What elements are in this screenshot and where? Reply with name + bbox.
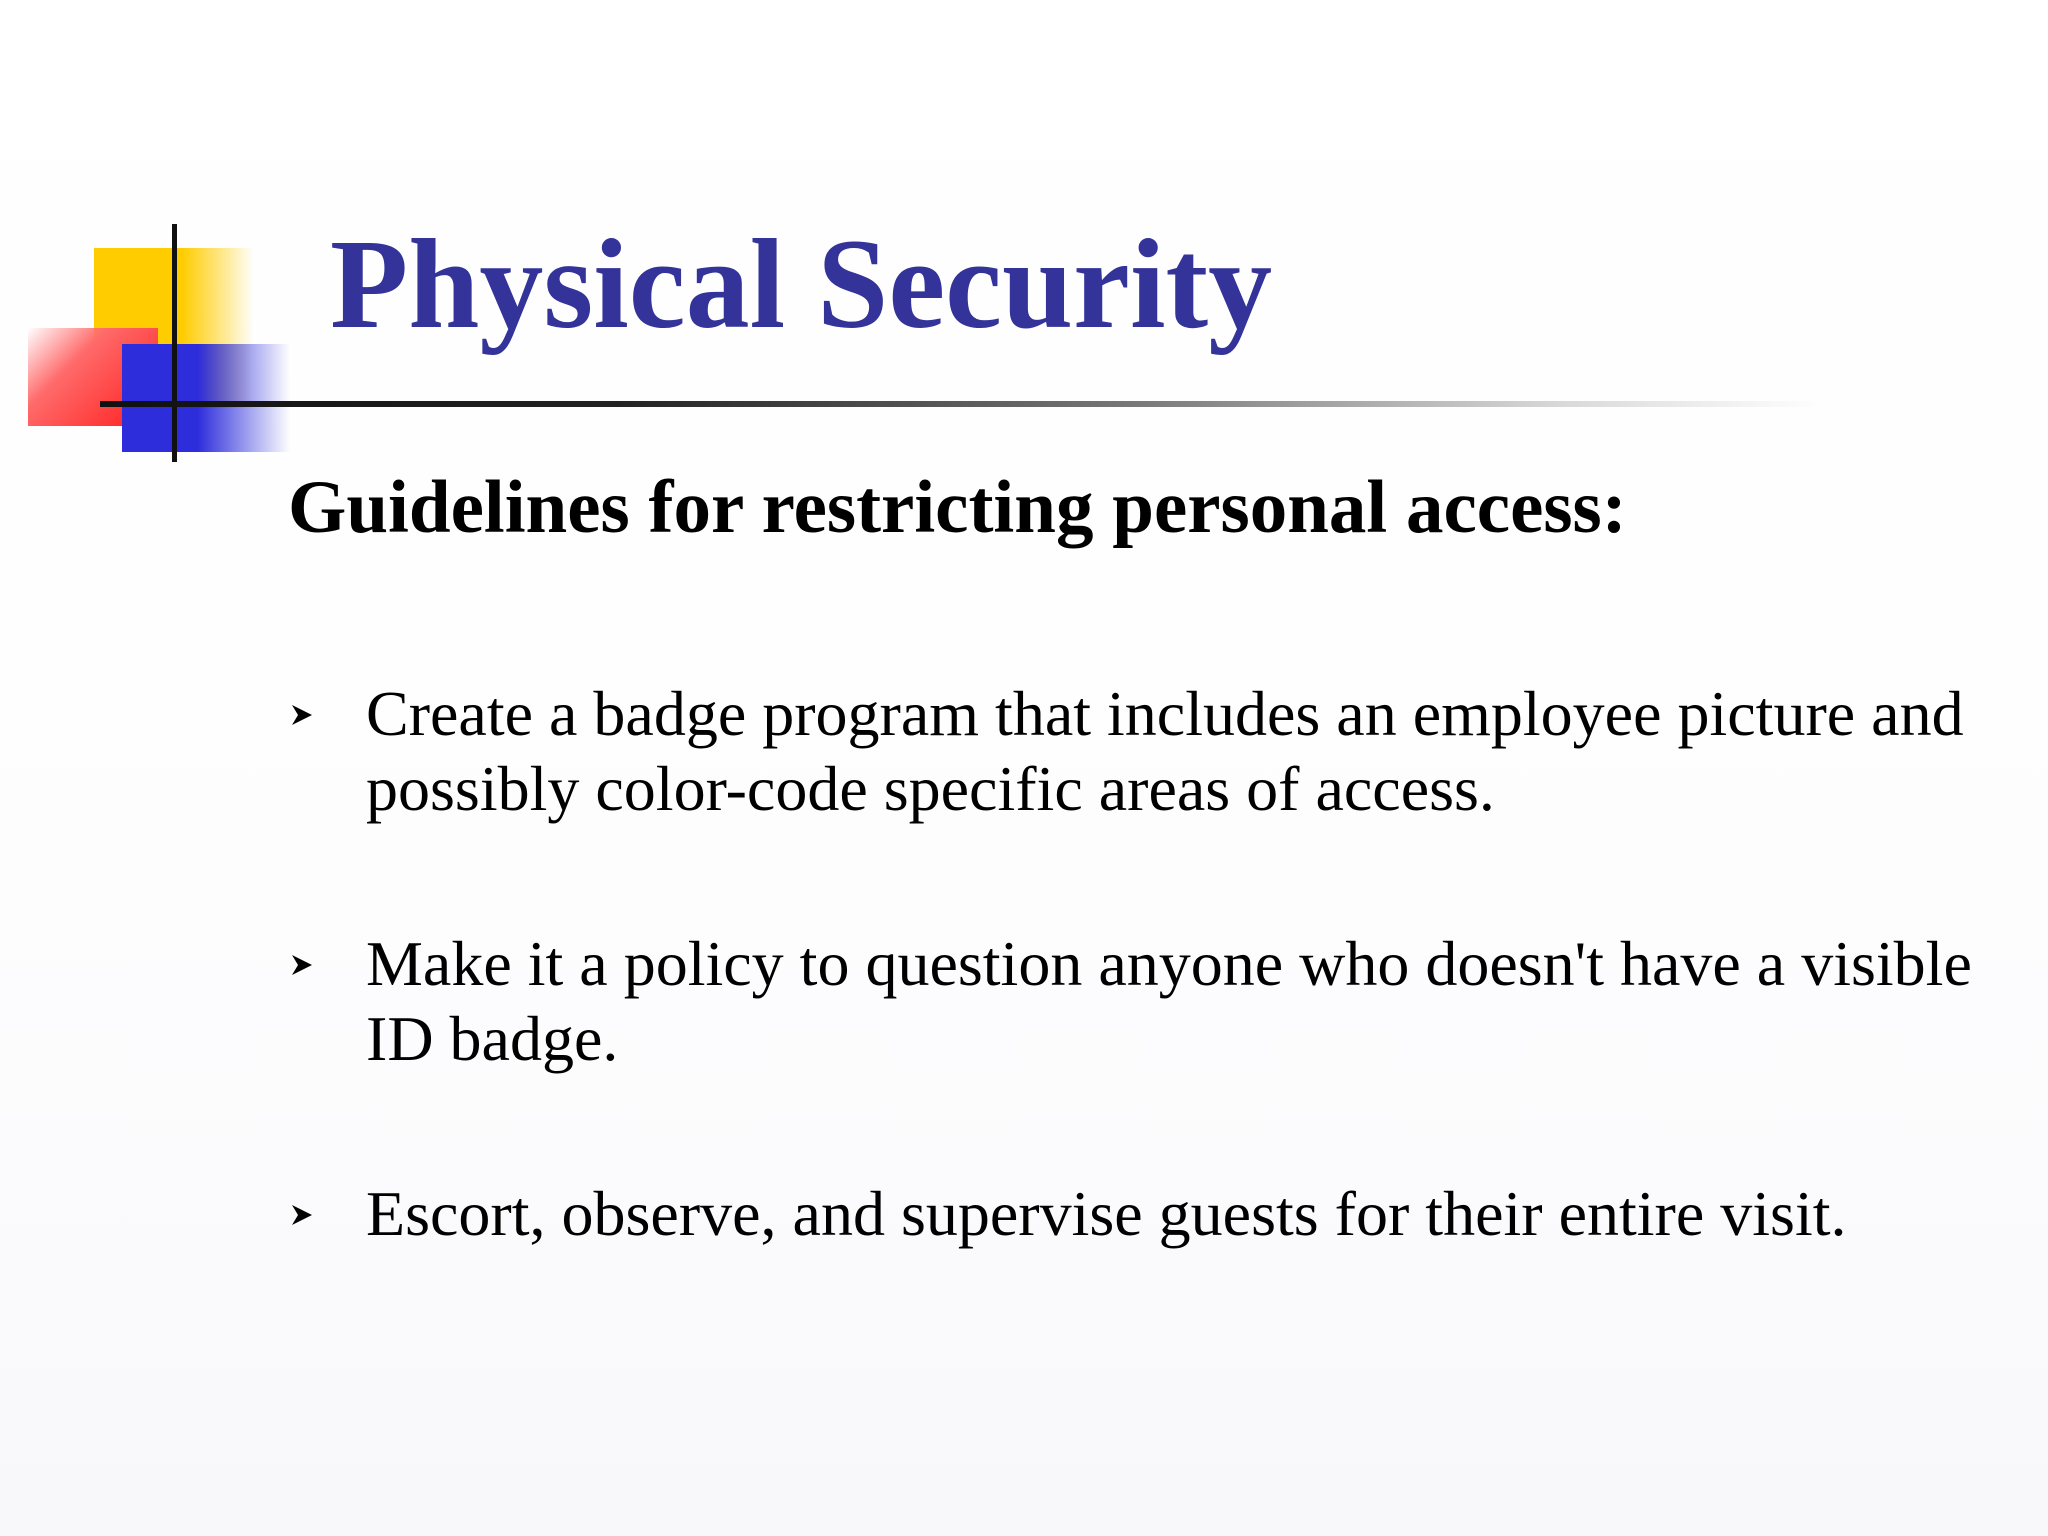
decorative-blue-square	[122, 344, 290, 452]
bullet-item	[288, 676, 1988, 826]
slide-subheading: Guidelines for restricting personal access:	[288, 466, 1627, 549]
bullet-text: Create a badge program that includes an employee picture and possibly color-code specific areas of access.	[366, 678, 1964, 824]
title-underline-rule	[100, 401, 1820, 407]
decorative-vertical-line	[172, 224, 177, 462]
bullet-list	[288, 676, 1988, 1351]
bullet-text: Make it a policy to question anyone who doesn't have a visible ID badge.	[366, 928, 1972, 1074]
bullet-item	[288, 926, 1988, 1076]
slide-title: Physical Security	[330, 213, 1273, 355]
arrowhead-bullet-icon	[290, 1203, 314, 1227]
arrowhead-bullet-icon	[290, 703, 314, 727]
bullet-text: Escort, observe, and supervise guests for their entire visit.	[366, 1178, 1847, 1249]
arrowhead-bullet-icon	[290, 953, 314, 977]
bullet-item	[288, 1176, 1988, 1251]
